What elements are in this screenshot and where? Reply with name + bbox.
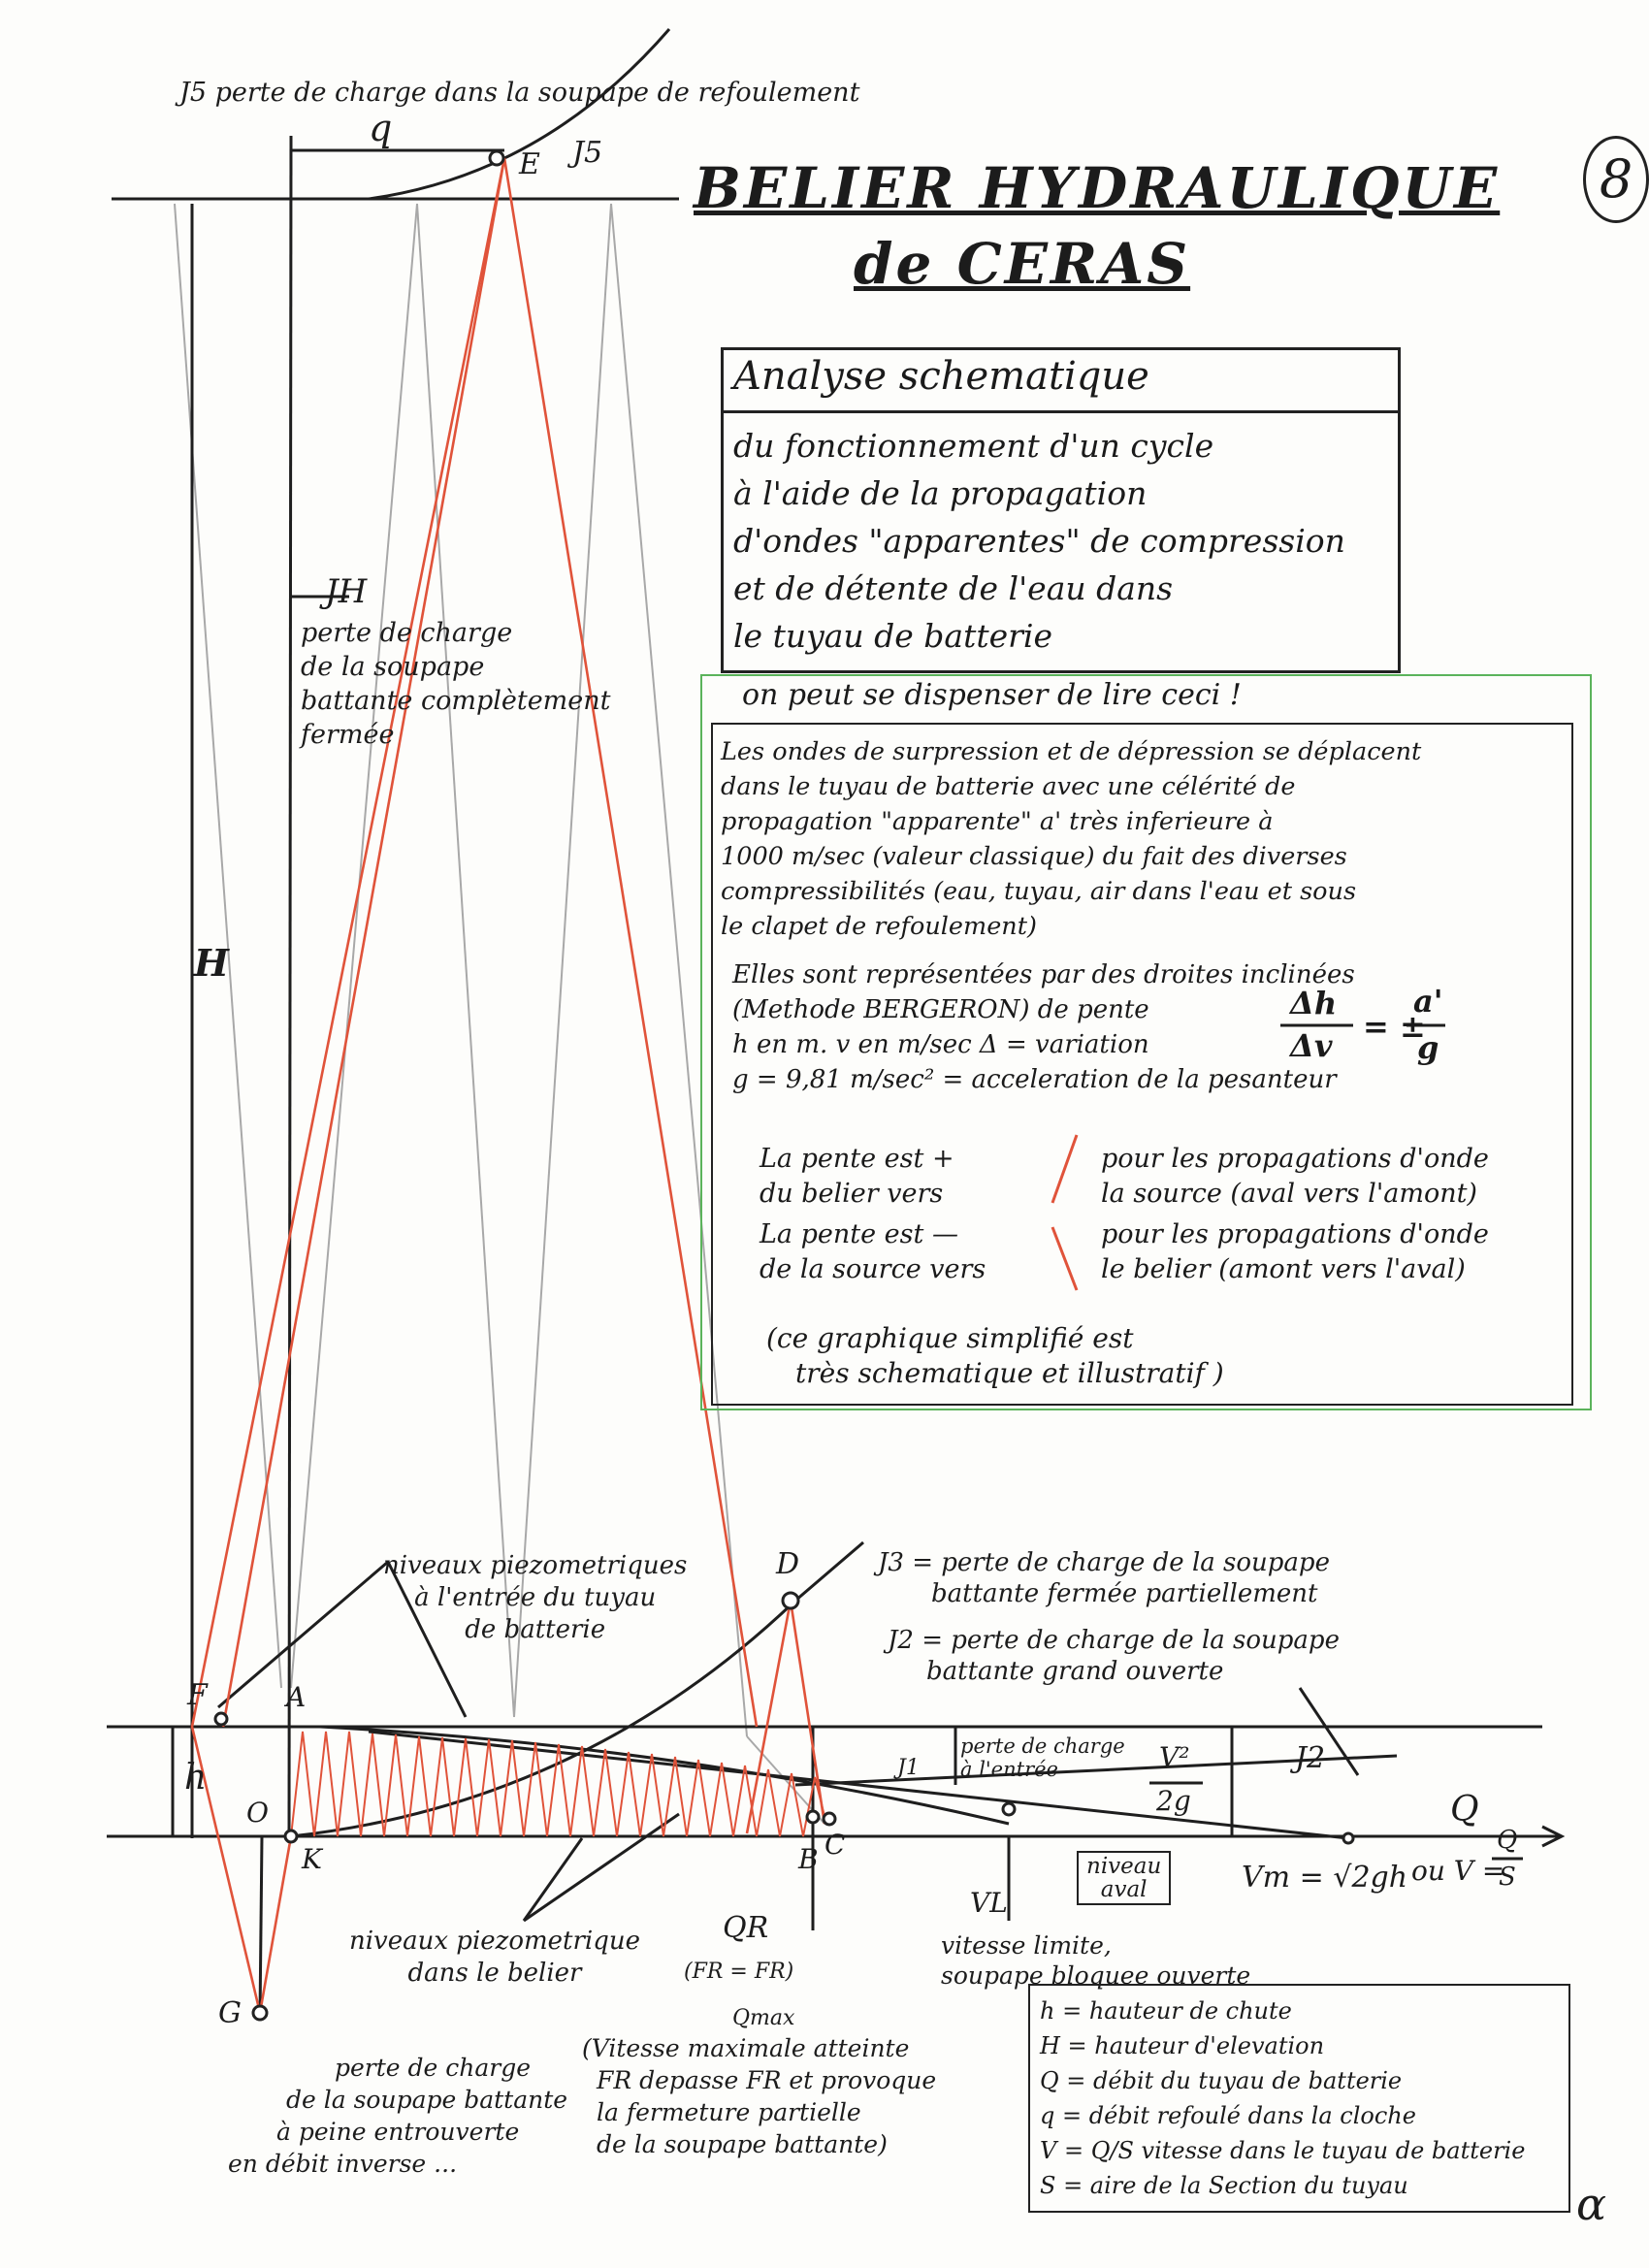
jh-line: de la soupape bbox=[301, 652, 485, 682]
notes-paragraph-2 bbox=[732, 957, 1355, 1097]
point-D-label: D bbox=[776, 1547, 800, 1581]
analysis-divider bbox=[724, 410, 1398, 413]
jh-text bbox=[301, 616, 611, 752]
slope-pos-right bbox=[1101, 1142, 1489, 1212]
notes-paragraph-1 bbox=[721, 734, 1421, 944]
H-label: H bbox=[194, 941, 229, 985]
FR-label: (FR = FR) bbox=[684, 1960, 794, 1984]
j5-top-label: J5 perte de charge dans la soupape de refoulement bbox=[179, 78, 860, 108]
notes-line: g = 9,81 m/sec² = acceleration de la pesanteur bbox=[732, 1065, 1337, 1094]
VL-label: VL bbox=[970, 1887, 1008, 1919]
slope-text: pour les propagations d'onde bbox=[1101, 1144, 1489, 1174]
legend-item: S = aire de la Section du tuyau bbox=[1040, 2172, 1408, 2199]
point-A-label: A bbox=[286, 1681, 307, 1713]
jh-title: JH bbox=[325, 572, 368, 611]
point-O-label: O bbox=[246, 1797, 269, 1829]
notes-line: propagation "apparente" a' très inferieure à bbox=[721, 807, 1274, 836]
niveau-aval-line: niveau bbox=[1086, 1854, 1162, 1879]
zigzag-wave bbox=[291, 1732, 826, 1836]
niveau-aval-box bbox=[1077, 1851, 1171, 1905]
jh-line: fermée bbox=[301, 720, 395, 750]
slope-text: de la source vers bbox=[760, 1254, 986, 1284]
slope-text: le belier (amont vers l'aval) bbox=[1101, 1254, 1466, 1284]
point-K-label: K bbox=[302, 1843, 322, 1875]
vitesse-limite-label bbox=[941, 1930, 1250, 1991]
j3-line: battante fermée partiellement bbox=[931, 1579, 1318, 1608]
q-label: q bbox=[369, 107, 393, 149]
niveaux-entree-line: de batterie bbox=[465, 1615, 606, 1644]
v2-num: V² bbox=[1159, 1741, 1190, 1773]
perte-entree-line: à l'entrée bbox=[960, 1758, 1058, 1781]
jh-line: perte de charge bbox=[301, 618, 513, 648]
legend-item: h = hauteur de chute bbox=[1040, 1997, 1292, 2025]
QR-label: QR bbox=[723, 1911, 769, 1945]
j3-line: J3 = perte de charge de la soupape bbox=[878, 1548, 1330, 1577]
notes-line: Elles sont représentées par des droites inclinées bbox=[732, 960, 1355, 989]
j5-label: J5 bbox=[572, 136, 603, 170]
Qmax-label: Qmax bbox=[732, 2006, 795, 2030]
title-line-1: BELIER HYDRAULIQUE bbox=[694, 155, 1501, 221]
formula-right-den: g bbox=[1417, 1029, 1439, 1066]
niveaux-entree-line: niveaux piezometriques bbox=[383, 1551, 688, 1580]
title-line-2: de CERAS bbox=[854, 231, 1191, 297]
legend-item: Q = débit du tuyau de batterie bbox=[1040, 2067, 1403, 2094]
notes-remark bbox=[766, 1321, 1224, 1391]
niveau-aval-line: aval bbox=[1100, 1877, 1148, 1902]
j3-label bbox=[878, 1547, 1330, 1609]
slope-neg-left bbox=[760, 1217, 986, 1287]
vitesse-max-line: FR depasse FR et provoque bbox=[597, 2066, 937, 2094]
j2-short-label: J2 bbox=[1295, 1741, 1326, 1775]
slope-pos-left bbox=[760, 1142, 954, 1212]
analysis-line: le tuyau de batterie bbox=[733, 617, 1053, 655]
j2-line: J2 = perte de charge de la soupape bbox=[888, 1626, 1340, 1655]
point-C-label: C bbox=[824, 1829, 846, 1861]
legend-item: q = débit refoulé dans la cloche bbox=[1040, 2102, 1416, 2129]
analysis-line: du fonctionnement d'un cycle bbox=[733, 427, 1214, 465]
notes-line: dans le tuyau de batterie avec une célérité de bbox=[721, 772, 1296, 801]
j2-label bbox=[888, 1625, 1340, 1687]
notes-line: compressibilités (eau, tuyau, air dans l'eau et sous bbox=[721, 877, 1357, 906]
analysis-heading: Analyse schematique bbox=[733, 354, 1149, 399]
niveaux-entree-line: à l'entrée du tuyau bbox=[414, 1583, 657, 1612]
formula-num: Δh bbox=[1290, 985, 1338, 1021]
niveaux-belier-label bbox=[349, 1926, 640, 1990]
notes-line: 1000 m/sec (valeur classique) du fait des diverses bbox=[721, 842, 1347, 871]
j2-line: battante grand ouverte bbox=[926, 1657, 1224, 1686]
jh-line: battante complètement bbox=[301, 686, 611, 716]
notes-line: Les ondes de surpression et de dépression se déplacent bbox=[721, 737, 1422, 766]
point-G-label: G bbox=[218, 1996, 242, 2030]
notes-line: le clapet de refoulement) bbox=[721, 912, 1037, 941]
perte-inverse-line: perte de charge bbox=[335, 2054, 532, 2082]
vitesse-max-line: (Vitesse maximale atteinte bbox=[582, 2034, 910, 2062]
analysis-line: à l'aide de la propagation bbox=[733, 474, 1148, 512]
slope-neg-right bbox=[1101, 1217, 1489, 1287]
h-label: h bbox=[184, 1758, 208, 1798]
slope-text: La pente est — bbox=[760, 1219, 958, 1249]
analysis-text bbox=[733, 422, 1345, 660]
slope-text: La pente est + bbox=[760, 1144, 954, 1174]
vitesse-max-line: de la soupape battante) bbox=[597, 2130, 888, 2158]
point-B-label: B bbox=[798, 1843, 819, 1875]
axis-Q-label: Q bbox=[1450, 1790, 1479, 1830]
notes-line: (Methode BERGERON) de pente bbox=[732, 995, 1149, 1024]
niveaux-belier-line: niveaux piezometrique bbox=[349, 1927, 641, 1956]
legend-list bbox=[1040, 1993, 1525, 2203]
analysis-box bbox=[721, 347, 1401, 673]
vm-label: Vm = √2gh bbox=[1242, 1861, 1408, 1895]
formula-right-num: a' bbox=[1413, 983, 1443, 1020]
legend-item: H = hauteur d'elevation bbox=[1040, 2032, 1325, 2059]
remark-line: (ce graphique simplifié est bbox=[766, 1322, 1134, 1354]
legend-item: V = Q/S vitesse dans le tuyau de batterie bbox=[1040, 2137, 1526, 2164]
perte-inverse-line: en débit inverse ... bbox=[228, 2150, 458, 2178]
perte-entree-line: perte de charge bbox=[960, 1734, 1125, 1758]
v2-den: 2g bbox=[1156, 1785, 1191, 1817]
corner-mark: α bbox=[1576, 2178, 1607, 2230]
notes-heading: on peut se dispenser de lire ceci ! bbox=[742, 678, 1242, 712]
niveaux-belier-line: dans le belier bbox=[407, 1959, 582, 1988]
remark-line: très schematique et illustratif ) bbox=[795, 1357, 1224, 1389]
perte-entree-label bbox=[960, 1734, 1125, 1781]
j1-short-label: J1 bbox=[897, 1756, 920, 1780]
point-F-label: F bbox=[187, 1678, 208, 1712]
slope-text: la source (aval vers l'amont) bbox=[1101, 1179, 1477, 1209]
axis-V-num: Q bbox=[1497, 1826, 1518, 1855]
vitesse-max-line: la fermeture partielle bbox=[597, 2098, 861, 2126]
slope-text: du belier vers bbox=[760, 1179, 944, 1209]
analysis-line: et de détente de l'eau dans bbox=[733, 569, 1174, 607]
formula-den: Δv bbox=[1290, 1027, 1333, 1064]
vitesse-max-label bbox=[582, 2032, 936, 2160]
vitesse-limite-line: vitesse limite, bbox=[941, 1931, 1112, 1960]
point-E-label: E bbox=[519, 147, 540, 181]
formula-equals: = ± bbox=[1363, 1008, 1426, 1045]
niveaux-entree-label bbox=[383, 1550, 687, 1646]
page-number: 8 bbox=[1583, 136, 1649, 223]
analysis-line: d'ondes "apparentes" de compression bbox=[733, 522, 1345, 560]
perte-inverse-label bbox=[228, 2052, 567, 2180]
slope-text: pour les propagations d'onde bbox=[1101, 1219, 1489, 1249]
notes-box bbox=[711, 678, 1573, 1406]
axis-V-den: S bbox=[1499, 1863, 1516, 1892]
notes-line: h en m. v en m/sec Δ = variation bbox=[732, 1030, 1149, 1059]
perte-inverse-line: de la soupape battante bbox=[286, 2086, 568, 2114]
vitesse-limite-line: soupape bloquee ouverte bbox=[941, 1961, 1251, 1990]
perte-inverse-line: à peine entrouverte bbox=[276, 2118, 520, 2146]
legend-box bbox=[1028, 1984, 1570, 2213]
axis-V-prefix: ou V = bbox=[1411, 1855, 1505, 1887]
